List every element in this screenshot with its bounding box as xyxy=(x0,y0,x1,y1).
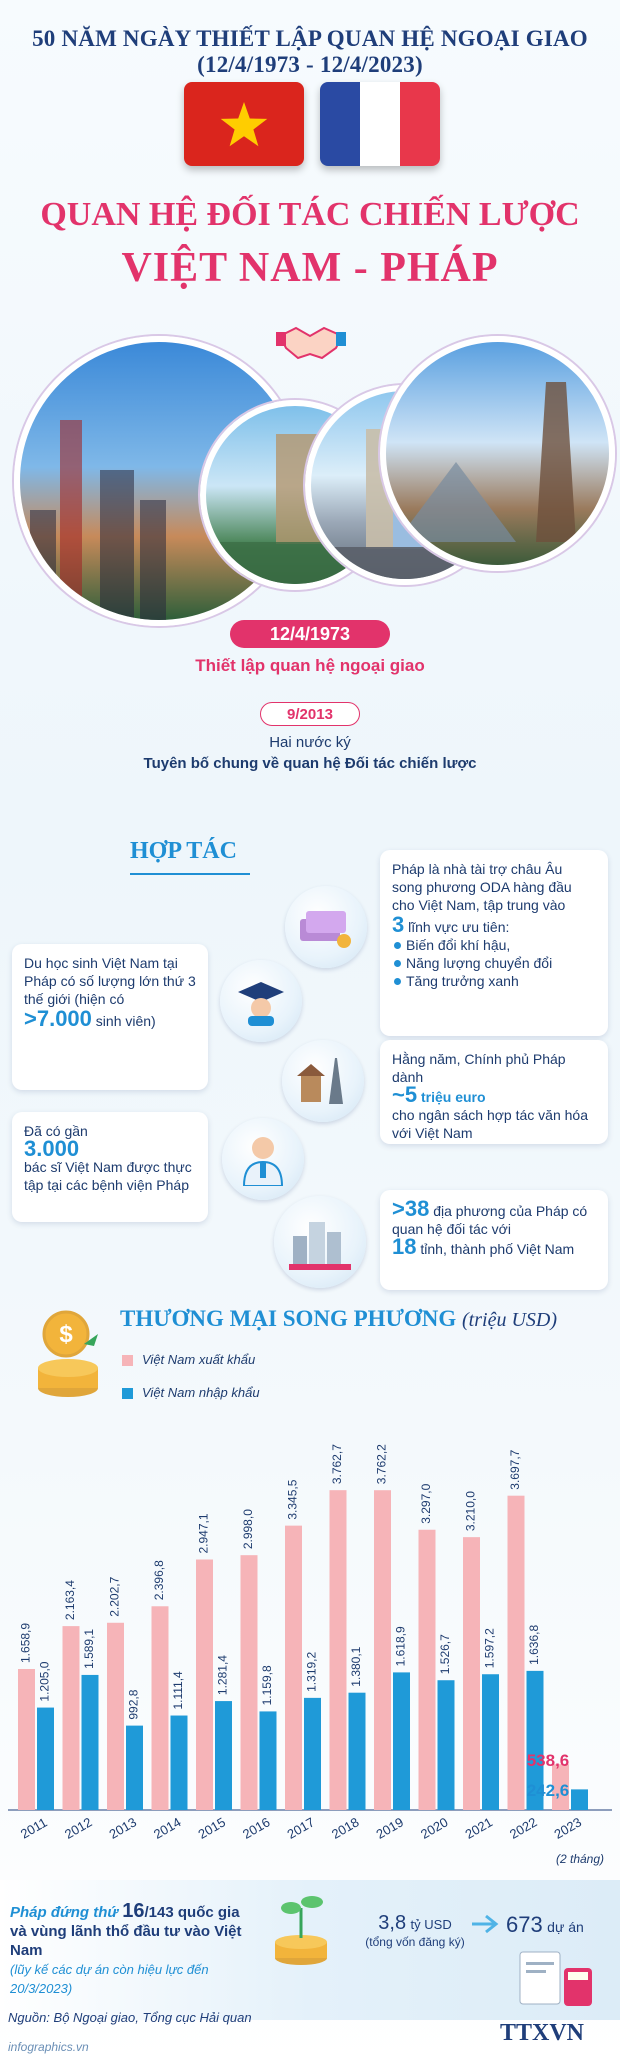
x-tick-2022: 2022 xyxy=(506,1814,540,1842)
bar-export-2015 xyxy=(196,1559,213,1810)
capital-note: (tổng vốn đăng ký) xyxy=(365,1935,465,1949)
rank-number: 16 xyxy=(122,1900,145,1922)
investment-rank-block xyxy=(10,1902,260,1998)
rank-suffix: quốc gia và vùng lãnh thổ đầu tư vào Việt Nam xyxy=(10,1904,242,1959)
bar-label-import-2022: 1.636,8 xyxy=(527,1624,542,1665)
x-tick-2019: 2019 xyxy=(373,1814,407,1842)
bar-label-import-2020: 1.526,7 xyxy=(438,1634,453,1675)
projects-block xyxy=(506,1912,584,1938)
anniversary-title: 50 NĂM NGÀY THIẾT LẬP QUAN HỆ NGOẠI GIAO (12/4/1973 - 12/4/2023) xyxy=(32,26,588,77)
oda-item-green: Tăng trưởng xanh xyxy=(392,972,596,990)
graduate-student-icon xyxy=(220,960,302,1042)
bar-label-export-2015: 2.947,1 xyxy=(196,1513,211,1554)
arrow-right-icon xyxy=(470,1912,500,1936)
website-link[interactable]: infographics.vn xyxy=(8,2040,89,2054)
bar-label-export-2017: 3.345,5 xyxy=(285,1479,300,1520)
bar-import-2013 xyxy=(126,1726,143,1810)
bar-export-2018 xyxy=(330,1490,347,1810)
bar-label-export-2012: 2.163,4 xyxy=(63,1580,78,1621)
city-buildings-icon xyxy=(274,1196,366,1288)
doctors-card xyxy=(12,1112,208,1222)
culture-text1: Hằng năm, Chính phủ Pháp dành xyxy=(392,1051,566,1085)
x-tick-2016: 2016 xyxy=(239,1814,273,1842)
bar-label-export-2022: 3.697,7 xyxy=(508,1449,523,1490)
bar-label-import-2015: 1.281,4 xyxy=(215,1655,230,1696)
bar-label-export-2023: 538,6 xyxy=(526,1751,570,1770)
cooperation-underline xyxy=(130,873,250,875)
date-1973-desc: Thiết lập quan hệ ngoại giao xyxy=(195,656,425,675)
bar-label-import-2016: 1.159,8 xyxy=(260,1665,275,1706)
bar-import-2014 xyxy=(171,1716,188,1810)
bar-export-2019 xyxy=(374,1490,391,1810)
culture-amount-row xyxy=(392,1082,596,1107)
pagoda-eiffel-icon xyxy=(282,1040,364,1122)
projects-unit: dự án xyxy=(547,1919,584,1935)
svg-text:$: $ xyxy=(59,1321,73,1348)
localities-text1: địa phương của Pháp có quan hệ đối tác với xyxy=(392,1203,588,1237)
bar-export-2011 xyxy=(18,1669,35,1810)
bar-export-2013 xyxy=(107,1623,124,1810)
bar-label-import-2014: 1.111,4 xyxy=(171,1671,186,1710)
plant-coins-icon xyxy=(266,1888,336,1968)
bar-export-2016 xyxy=(241,1555,258,1810)
oda-item-energy: Năng lượng chuyển đổi xyxy=(392,954,596,972)
bar-import-2011 xyxy=(37,1708,54,1810)
handshake-icon xyxy=(276,318,346,364)
bar-import-2020 xyxy=(438,1680,455,1810)
bar-label-import-2018: 1.380,1 xyxy=(349,1646,364,1687)
bar-label-export-2018: 3.762,7 xyxy=(330,1444,345,1485)
bar-import-2012 xyxy=(82,1675,99,1810)
bar-label-export-2014: 2.396,8 xyxy=(152,1560,167,1601)
bar-export-2012 xyxy=(63,1626,80,1810)
capital-unit: tỷ USD xyxy=(410,1917,452,1932)
students-count-suffix: sinh viên) xyxy=(95,1013,156,1029)
bar-export-2022 xyxy=(508,1496,525,1810)
trade-title xyxy=(120,1306,557,1332)
bar-import-2015 xyxy=(215,1701,232,1810)
capital-number: 3,8 xyxy=(378,1912,407,1934)
legend-import-label: Việt Nam nhập khẩu xyxy=(142,1385,260,1400)
bar-import-2023 xyxy=(571,1789,588,1810)
note-2023-months: (2 tháng) xyxy=(556,1852,605,1866)
bar-label-import-2021: 1.597,2 xyxy=(482,1628,497,1669)
localities-card xyxy=(380,1190,608,1290)
date-2013-badge: 9/2013 xyxy=(260,702,360,726)
bar-label-export-2019: 3.762,2 xyxy=(374,1444,389,1485)
x-tick-2012: 2012 xyxy=(61,1814,95,1842)
rank-prefix: Pháp đứng thứ xyxy=(10,1904,119,1921)
students-card xyxy=(12,944,208,1090)
date-2013-desc-line2: Tuyên bố chung về quan hệ Đối tác chiến lược xyxy=(143,755,477,772)
capital-block xyxy=(360,1912,470,1949)
doctor-icon xyxy=(222,1118,304,1200)
students-text: Du học sinh Việt Nam tại Pháp có số lượng lớn thứ 3 thế giới (hiện có xyxy=(24,955,196,1007)
bar-import-2021 xyxy=(482,1674,499,1810)
oda-item-climate: Biến đổi khí hậu, xyxy=(392,936,596,954)
localities-row2 xyxy=(392,1234,596,1259)
students-count: >7.000 xyxy=(24,1006,92,1031)
bar-label-export-2021: 3.210,0 xyxy=(463,1491,478,1532)
bar-label-import-2011: 1.205,0 xyxy=(37,1661,52,1702)
source-note: Nguồn: Bộ Ngoại giao, Tổng cục Hải quan xyxy=(8,2010,252,2025)
bar-export-2014 xyxy=(152,1606,169,1810)
bar-import-2019 xyxy=(393,1672,410,1810)
doctors-text1: Đã có gần xyxy=(24,1123,88,1139)
bar-label-import-2012: 1.589,1 xyxy=(82,1628,97,1669)
vietnam-star-icon xyxy=(184,82,304,166)
culture-text2: cho ngân sách hợp tác văn hóa với Việt Nam xyxy=(392,1107,588,1141)
bar-export-2020 xyxy=(419,1530,436,1810)
bar-import-2018 xyxy=(349,1693,366,1810)
x-tick-2015: 2015 xyxy=(195,1814,229,1842)
students-count-row xyxy=(24,1006,196,1031)
coin-stack-icon xyxy=(32,1306,106,1402)
legend-export-swatch xyxy=(122,1355,133,1366)
localities-row1 xyxy=(392,1196,596,1238)
rank-note: (lũy kế các dự án còn hiệu lực đến 20/3/2023) xyxy=(10,1962,209,1996)
cooperation-title: HỢP TÁC xyxy=(130,838,237,864)
date-2013-desc-line1: Hai nước ký xyxy=(269,734,351,751)
x-tick-2013: 2013 xyxy=(106,1814,140,1842)
bar-import-2016 xyxy=(260,1711,277,1810)
oda-card xyxy=(380,850,608,1036)
culture-amount: ~5 xyxy=(392,1082,418,1107)
x-tick-2018: 2018 xyxy=(328,1814,362,1842)
bar-label-import-2023: 242,6 xyxy=(526,1781,570,1800)
oda-count-row xyxy=(392,912,596,937)
oda-count-suffix: lĩnh vực ưu tiên: xyxy=(408,919,510,935)
x-tick-2023: 2023 xyxy=(551,1814,585,1842)
date-1973-badge: 12/4/1973 xyxy=(230,620,390,648)
culture-unit: triệu euro xyxy=(420,1089,486,1105)
trade-bar-chart xyxy=(0,1390,620,1850)
main-title-line1: QUAN HỆ ĐỐI TÁC CHIẾN LƯỢC xyxy=(40,196,580,233)
bar-label-export-2020: 3.297,0 xyxy=(419,1483,434,1524)
x-tick-2020: 2020 xyxy=(417,1814,451,1842)
legend-export-label: Việt Nam xuất khẩu xyxy=(142,1352,256,1367)
bar-export-2021 xyxy=(463,1537,480,1810)
localities-text2: tỉnh, thành phố Việt Nam xyxy=(420,1241,575,1257)
bar-label-export-2011: 1.658,9 xyxy=(18,1622,33,1663)
doctors-count: 3.000 xyxy=(24,1136,80,1161)
x-tick-2011: 2011 xyxy=(17,1814,50,1842)
projects-number: 673 xyxy=(506,1912,543,1937)
france-flag xyxy=(320,82,440,166)
localities-vietnam-count: 18 xyxy=(392,1234,417,1259)
oda-count: 3 xyxy=(392,912,405,937)
main-title-line2: VIỆT NAM - PHÁP xyxy=(121,245,499,291)
x-tick-2021: 2021 xyxy=(462,1814,496,1842)
ttxvn-logo: TTXVN xyxy=(500,2020,585,2046)
trade-title-text: THƯƠNG MẠI SONG PHƯƠNG xyxy=(120,1306,457,1331)
vietnam-flag xyxy=(184,82,304,166)
trade-unit: (triệu USD) xyxy=(462,1309,557,1331)
rank-total: /143 xyxy=(144,1904,174,1921)
documents-calculator-icon xyxy=(510,1948,600,2010)
culture-card xyxy=(380,1040,608,1144)
bar-label-import-2019: 1.618,9 xyxy=(393,1626,408,1667)
bar-label-import-2013: 992,8 xyxy=(126,1689,141,1720)
localities-france-count: >38 xyxy=(392,1196,430,1221)
oda-text: Pháp là nhà tài trợ châu Âu song phương ODA hàng đầu cho Việt Nam, tập trung vào xyxy=(392,861,572,913)
bar-label-export-2013: 2.202,7 xyxy=(107,1576,122,1617)
louvre-eiffel-image xyxy=(380,336,615,571)
x-tick-2017: 2017 xyxy=(284,1814,318,1842)
money-stack-icon xyxy=(285,886,367,968)
bar-label-export-2016: 2.998,0 xyxy=(241,1509,256,1550)
bar-label-import-2017: 1.319,2 xyxy=(304,1651,319,1692)
bar-export-2017 xyxy=(285,1526,302,1810)
doctors-text2: bác sĩ Việt Nam được thực tập tại các bệnh viện Pháp xyxy=(24,1159,192,1193)
x-tick-2014: 2014 xyxy=(150,1814,184,1842)
bar-import-2017 xyxy=(304,1698,321,1810)
eiffel-tower-icon xyxy=(386,342,615,571)
